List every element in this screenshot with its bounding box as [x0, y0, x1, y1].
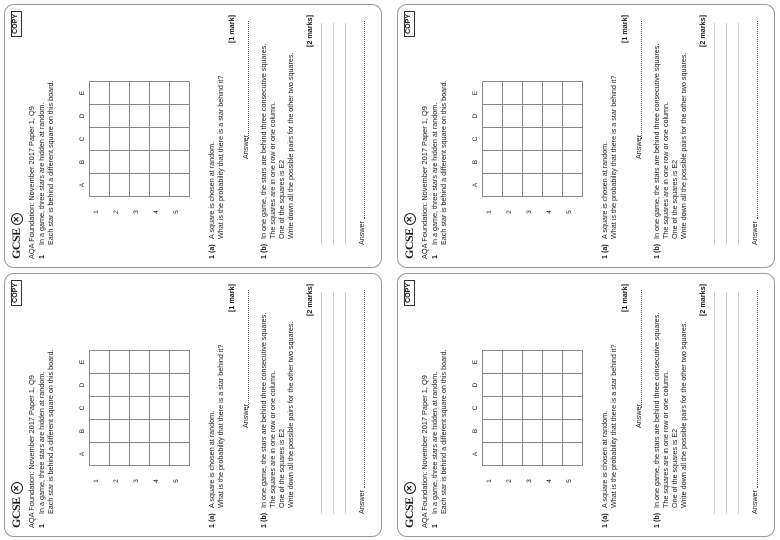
board-square: [563, 351, 583, 374]
board-grid: [89, 81, 190, 197]
part-b-answer-line[interactable]: [364, 21, 365, 219]
board-square: [90, 374, 110, 397]
part-b-answer-line[interactable]: [364, 290, 365, 488]
column-header: A: [79, 451, 86, 457]
row-header: 5: [173, 479, 180, 483]
part-a-number: 1 (a): [207, 244, 216, 259]
part-a-number: 1 (a): [600, 513, 609, 528]
board-row: [563, 351, 583, 466]
board-square: [483, 151, 503, 174]
part-a-answer-label: Answer: [241, 135, 250, 159]
question-number: 1: [430, 524, 439, 528]
worksheet-content: [5, 5, 381, 267]
board-square: [110, 82, 130, 105]
gcse-logo: [402, 213, 417, 259]
gcse-logo-text: GCSE: [9, 497, 23, 528]
board-grid: [89, 350, 190, 466]
part-a-answer-label: Answer: [634, 135, 643, 159]
part-b-text: In one game, the stars are behind three consecutive squares. The squares are in one row or one column. One of the squares is E2 Write down all the possible pairs for the other two squares.: [259, 43, 295, 239]
column-header: A: [472, 182, 479, 188]
board-square: [130, 151, 150, 174]
row-header: 2: [113, 210, 120, 214]
copy-stamp: COPY: [11, 280, 22, 306]
game-board: [472, 41, 590, 219]
working-line[interactable]: [714, 23, 715, 245]
part-b-text: In one game, the stars are behind three consecutive squares. The squares are in one row or one column. One of the squares is E2 Write down all the possible pairs for the other two squares.: [652, 43, 688, 239]
board-square: [150, 128, 170, 151]
board-square: [170, 351, 190, 374]
board-square: [170, 105, 190, 128]
row-header: 1: [93, 210, 100, 214]
working-line[interactable]: [726, 292, 727, 514]
board-row: [503, 351, 523, 466]
question-intro: In a game, three stars are hidden at random. Each star is behind a different square on this board.: [430, 349, 448, 514]
board-square: [170, 443, 190, 466]
column-header: A: [472, 451, 479, 457]
gcse-logo: [402, 482, 417, 528]
board-row: [150, 351, 170, 466]
board-square: [110, 443, 130, 466]
part-b-number: 1 (b): [259, 243, 268, 259]
board-square: [130, 374, 150, 397]
part-b-answer-label: Answer: [357, 221, 366, 245]
board-square: [483, 174, 503, 197]
board-square: [483, 397, 503, 420]
gcse-logo: [9, 482, 24, 528]
part-b-answer-line[interactable]: [757, 21, 758, 219]
board-square: [170, 151, 190, 174]
board-square: [543, 128, 563, 151]
column-header: E: [472, 90, 479, 96]
part-a-marks: [1 mark]: [227, 284, 236, 312]
source-line: AQA Foundation: November 2017 Paper 1, Q9: [420, 375, 429, 528]
row-header: 5: [173, 210, 180, 214]
working-line[interactable]: [714, 292, 715, 514]
board-square: [150, 351, 170, 374]
working-line[interactable]: [321, 292, 322, 514]
part-b-answer-label: Answer: [357, 490, 366, 514]
board-square: [523, 443, 543, 466]
row-header: 1: [93, 479, 100, 483]
board-square: [503, 374, 523, 397]
worksheet-card: [4, 273, 382, 537]
worksheet-content: [398, 274, 774, 536]
board-square: [503, 443, 523, 466]
row-header: 4: [546, 479, 553, 483]
column-header: E: [79, 90, 86, 96]
worksheet-content: [5, 274, 381, 536]
board-square: [543, 82, 563, 105]
board-square: [130, 397, 150, 420]
board-square: [523, 128, 543, 151]
question-intro: In a game, three stars are hidden at random. Each star is behind a different square on this board.: [430, 80, 448, 245]
column-header: B: [472, 159, 479, 165]
column-header: C: [79, 405, 86, 411]
board-square: [110, 128, 130, 151]
column-header: C: [79, 136, 86, 142]
board-row: [523, 351, 543, 466]
board-square: [130, 443, 150, 466]
question-number: 1: [37, 524, 46, 528]
board-square: [503, 105, 523, 128]
question-intro: In a game, three stars are hidden at random. Each star is behind a different square on this board.: [37, 349, 55, 514]
column-header: B: [472, 428, 479, 434]
part-a-answer-line[interactable]: [641, 290, 642, 408]
row-header: 3: [526, 479, 533, 483]
part-a-text: A square is chosen at random. What is the probability that there is a star behind it?: [600, 344, 618, 508]
board-square: [130, 105, 150, 128]
board-square: [150, 105, 170, 128]
board-square: [483, 105, 503, 128]
part-a-text: A square is chosen at random. What is the probability that there is a star behind it?: [600, 75, 618, 239]
cross-icon: ✕: [404, 213, 416, 225]
question-number: 1: [37, 255, 46, 259]
board-square: [150, 374, 170, 397]
board-square: [110, 174, 130, 197]
board-square: [563, 374, 583, 397]
part-b-marks: [2 marks]: [305, 15, 314, 47]
part-a-answer-line[interactable]: [248, 290, 249, 408]
column-header: C: [472, 405, 479, 411]
copy-stamp: COPY: [11, 11, 22, 37]
board-square: [563, 420, 583, 443]
row-header: 4: [153, 479, 160, 483]
row-header: 5: [566, 210, 573, 214]
board-row: [483, 351, 503, 466]
board-square: [543, 351, 563, 374]
board-square: [110, 420, 130, 443]
gcse-logo-text: GCSE: [402, 497, 416, 528]
board-row: [543, 82, 563, 197]
board-row: [90, 82, 110, 197]
column-header: D: [79, 113, 86, 119]
question-number: 1: [430, 255, 439, 259]
board-square: [543, 374, 563, 397]
board-square: [523, 82, 543, 105]
row-header: 2: [506, 210, 513, 214]
board-square: [150, 397, 170, 420]
board-square: [523, 174, 543, 197]
part-a-marks: [1 mark]: [620, 284, 629, 312]
board-square: [563, 82, 583, 105]
part-b-number: 1 (b): [652, 243, 661, 259]
board-square: [170, 420, 190, 443]
part-a-number: 1 (a): [600, 244, 609, 259]
board-square: [90, 397, 110, 420]
board-square: [503, 420, 523, 443]
row-header: 5: [566, 479, 573, 483]
gcse-logo: [9, 213, 24, 259]
board-row: [110, 82, 130, 197]
column-header: B: [79, 159, 86, 165]
board-square: [503, 82, 523, 105]
column-header: A: [79, 182, 86, 188]
board-row: [523, 82, 543, 197]
cross-icon: ✕: [11, 213, 23, 225]
part-b-marks: [2 marks]: [698, 284, 707, 316]
board-square: [150, 151, 170, 174]
board-square: [503, 151, 523, 174]
part-b-text: In one game, the stars are behind three consecutive squares. The squares are in one row or one column. One of the squares is E2 Write down all the possible pairs for the other two squares.: [652, 312, 688, 508]
board-square: [523, 105, 543, 128]
source-line: AQA Foundation: November 2017 Paper 1, Q9: [27, 106, 36, 259]
worksheet-card: [397, 4, 775, 268]
board-square: [483, 351, 503, 374]
board-square: [150, 174, 170, 197]
board-square: [90, 443, 110, 466]
row-header: 3: [133, 479, 140, 483]
board-square: [503, 174, 523, 197]
board-square: [503, 128, 523, 151]
question-intro: In a game, three stars are hidden at random. Each star is behind a different square on this board.: [37, 80, 55, 245]
part-a-answer-line[interactable]: [641, 21, 642, 139]
column-header: D: [472, 113, 479, 119]
board-square: [130, 128, 150, 151]
board-square: [563, 397, 583, 420]
board-row: [130, 82, 150, 197]
board-square: [483, 82, 503, 105]
board-square: [90, 174, 110, 197]
working-line[interactable]: [726, 23, 727, 245]
board-square: [543, 420, 563, 443]
board-square: [110, 105, 130, 128]
board-square: [130, 420, 150, 443]
board-square: [170, 82, 190, 105]
part-a-answer-line[interactable]: [248, 21, 249, 139]
working-line[interactable]: [738, 292, 739, 514]
board-row: [170, 82, 190, 197]
game-board: [79, 310, 197, 488]
row-header: 1: [486, 479, 493, 483]
gcse-logo-text: GCSE: [402, 228, 416, 259]
game-board: [79, 41, 197, 219]
part-b-answer-line[interactable]: [757, 290, 758, 488]
board-square: [543, 174, 563, 197]
board-square: [503, 397, 523, 420]
board-square: [503, 351, 523, 374]
board-square: [90, 82, 110, 105]
column-header: D: [472, 382, 479, 388]
board-square: [523, 420, 543, 443]
column-header: E: [79, 359, 86, 365]
board-square: [543, 397, 563, 420]
row-header: 3: [133, 210, 140, 214]
row-header: 3: [526, 210, 533, 214]
board-square: [170, 174, 190, 197]
part-a-answer-label: Answer: [634, 404, 643, 428]
board-row: [170, 351, 190, 466]
board-square: [90, 105, 110, 128]
board-square: [130, 351, 150, 374]
board-square: [563, 443, 583, 466]
board-square: [543, 443, 563, 466]
board-row: [150, 82, 170, 197]
part-b-answer-label: Answer: [750, 221, 759, 245]
board-row: [483, 82, 503, 197]
part-b-marks: [2 marks]: [305, 284, 314, 316]
board-square: [150, 82, 170, 105]
worksheet-card: [397, 273, 775, 537]
working-line[interactable]: [738, 23, 739, 245]
board-square: [543, 105, 563, 128]
board-square: [523, 351, 543, 374]
column-header: B: [79, 428, 86, 434]
working-line[interactable]: [321, 23, 322, 245]
part-a-marks: [1 mark]: [620, 15, 629, 43]
board-row: [130, 351, 150, 466]
copy-stamp: COPY: [404, 11, 415, 37]
row-header: 4: [546, 210, 553, 214]
board-square: [523, 374, 543, 397]
worksheet-card: [4, 4, 382, 268]
board-square: [483, 443, 503, 466]
part-a-number: 1 (a): [207, 513, 216, 528]
board-square: [170, 128, 190, 151]
board-square: [483, 420, 503, 443]
part-b-marks: [2 marks]: [698, 15, 707, 47]
board-square: [170, 397, 190, 420]
board-square: [563, 151, 583, 174]
part-b-number: 1 (b): [652, 512, 661, 528]
worksheet-content: [398, 5, 774, 267]
working-line[interactable]: [345, 23, 346, 245]
working-line[interactable]: [333, 292, 334, 514]
board-square: [110, 374, 130, 397]
part-a-answer-label: Answer: [241, 404, 250, 428]
board-square: [563, 105, 583, 128]
board-square: [90, 420, 110, 443]
row-header: 4: [153, 210, 160, 214]
board-row: [110, 351, 130, 466]
row-header: 2: [506, 479, 513, 483]
board-square: [150, 443, 170, 466]
source-line: AQA Foundation: November 2017 Paper 1, Q9: [27, 375, 36, 528]
board-square: [563, 174, 583, 197]
column-header: E: [472, 359, 479, 365]
part-b-number: 1 (b): [259, 512, 268, 528]
row-header: 1: [486, 210, 493, 214]
working-line[interactable]: [345, 292, 346, 514]
board-row: [563, 82, 583, 197]
board-square: [483, 374, 503, 397]
board-row: [90, 351, 110, 466]
cross-icon: ✕: [404, 482, 416, 494]
board-square: [523, 151, 543, 174]
board-square: [563, 128, 583, 151]
board-square: [543, 151, 563, 174]
part-b-answer-label: Answer: [750, 490, 759, 514]
board-row: [503, 82, 523, 197]
board-square: [110, 397, 130, 420]
game-board: [472, 310, 590, 488]
cross-icon: ✕: [11, 482, 23, 494]
part-a-marks: [1 mark]: [227, 15, 236, 43]
board-row: [543, 351, 563, 466]
board-square: [523, 397, 543, 420]
part-a-text: A square is chosen at random. What is the probability that there is a star behind it?: [207, 75, 225, 239]
part-a-text: A square is chosen at random. What is the probability that there is a star behind it?: [207, 344, 225, 508]
board-square: [130, 82, 150, 105]
working-line[interactable]: [333, 23, 334, 245]
board-grid: [482, 81, 583, 197]
board-square: [110, 151, 130, 174]
column-header: C: [472, 136, 479, 142]
board-square: [90, 351, 110, 374]
part-b-text: In one game, the stars are behind three consecutive squares. The squares are in one row or one column. One of the squares is E2 Write down all the possible pairs for the other two squares.: [259, 312, 295, 508]
board-square: [483, 128, 503, 151]
gcse-logo-text: GCSE: [9, 228, 23, 259]
board-square: [150, 420, 170, 443]
row-header: 2: [113, 479, 120, 483]
copy-stamp: COPY: [404, 280, 415, 306]
board-grid: [482, 350, 583, 466]
board-square: [90, 151, 110, 174]
column-header: D: [79, 382, 86, 388]
board-square: [110, 351, 130, 374]
board-square: [170, 374, 190, 397]
source-line: AQA Foundation: November 2017 Paper 1, Q9: [420, 106, 429, 259]
board-square: [130, 174, 150, 197]
board-square: [90, 128, 110, 151]
